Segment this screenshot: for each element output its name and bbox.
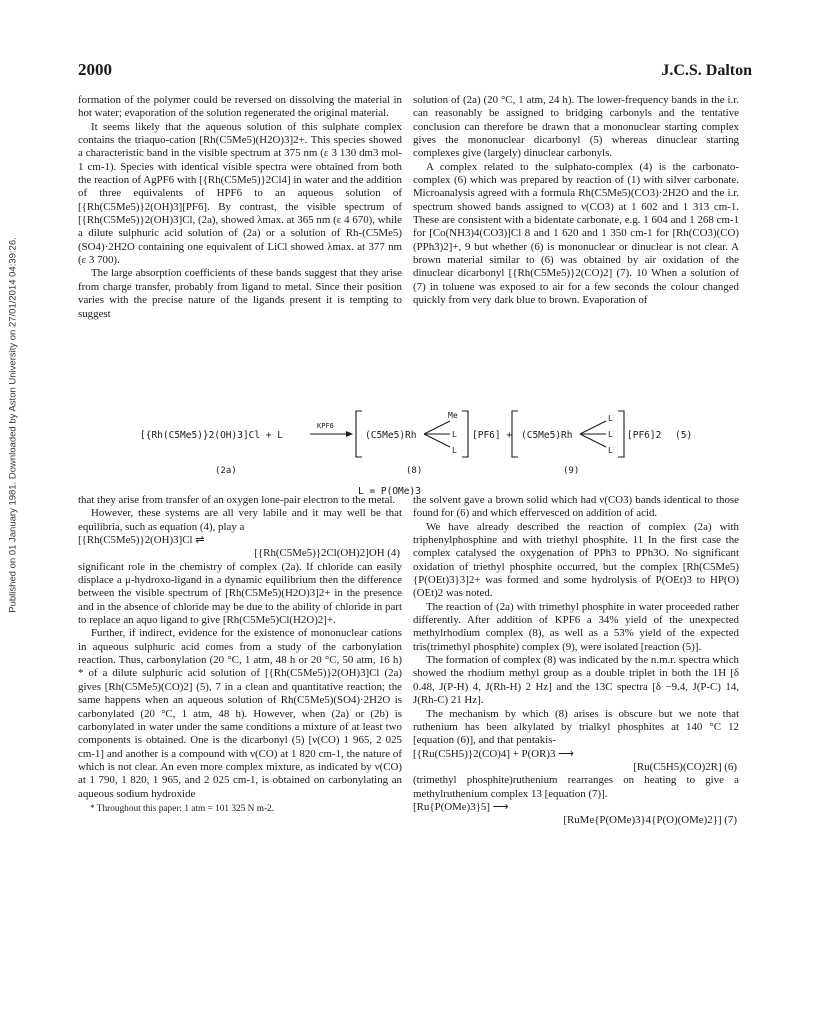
paragraph: The formation of complex (8) was indicated by the n.m.r. spectra which showed the rhodium methyl group as a double triplet in both the 1H [δ 0.48, J(P-H) 4, J(Rh-H) 2 Hz] and the 13C spectra [δ −9.4, J(P-C) 14, J(Rh-C) 21 Hz]. xyxy=(413,654,739,707)
product-9-anion: [PF6]2 xyxy=(627,430,662,441)
compound-label-9: (9) xyxy=(563,466,580,476)
bond-l xyxy=(424,434,450,447)
left-column-top xyxy=(78,94,402,321)
reaction-scheme xyxy=(140,393,700,495)
equation-number: (5) xyxy=(675,430,693,441)
paragraph: that they arise from transfer of an oxygen lone-pair electron to the metal. xyxy=(78,494,396,506)
equation-6-right: [Ru(C5H5)(CO)2R] (6) xyxy=(633,760,737,773)
bracket-right xyxy=(462,411,468,457)
right-column-top xyxy=(413,94,739,308)
bond-l xyxy=(580,421,606,434)
bond-l xyxy=(580,434,606,447)
compound-label-8: (8) xyxy=(406,466,423,476)
product-9-metal: (C5Me5)Rh xyxy=(521,430,573,441)
footnote: * Throughout this paper: 1 atm = 101 325 N m-2. xyxy=(90,803,275,814)
download-watermark: Published on 01 January 1981. Downloaded by Aston University on 27/01/2014 04:39:26. xyxy=(7,237,19,613)
bracket-right xyxy=(618,411,624,457)
ligand-l: L xyxy=(608,430,613,439)
paragraph: solution of (2a) (20 °C, 1 atm, 24 h). The lower-frequency bands in the i.r. can reasonably be assigned to bridging carbonyls and the tentative conclusion can therefore be drawn that a mononuclear starting complex gives the mononuclear dicarbonyl (5) whereas dinuclear starting complexes give (largely) dinuclear carbonyls. xyxy=(413,94,739,160)
ligand-methyl: Me xyxy=(448,411,458,420)
journal-title: J.C.S. Dalton xyxy=(661,62,752,79)
equation-7-left: [Ru{P(OMe)3}5] ⟶ xyxy=(413,800,509,813)
equation-4-left: [{Rh(C5Me5)}2(OH)3]Cl ⇌ xyxy=(78,534,205,547)
equation-7-right: [RuMe{P(OMe)3}4{P(O)(OMe)2}] (7) xyxy=(563,814,737,827)
bracket-left xyxy=(356,411,362,457)
equation-4-right: [{Rh(C5Me5)}2Cl(OH)2]OH (4) xyxy=(254,547,400,560)
equation-6-left: [{Ru(C5H5)}2(CO)4] + P(OR)3 ⟶ xyxy=(413,747,574,760)
ligand-l: L xyxy=(452,446,457,455)
paragraph: Further, if indirect, evidence for the existence of mononuclear cations in aqueous sulphuric acid comes from a study of the carbonylation reaction. Thus, carbonylation (20 °C, 1 atm, 48 h or 20 °C, 50 atm, 16 h) * of a dilute sulphuric acid solution of [{Rh(C5Me5)}2(OH)3]Cl (2a) gives [Rh(C5Me5)(CO)2] (5), 7 in a clean and quantitative reaction; the same happens when an aqueous solution of Rh(C5Me5)(SO4)·2H2O is carbonylated (20 °C, 1 atm, 48 h). However, when (2a) or (2b) is carbonylated in water under the same conditions a mixture of at least two components is obtained. One is the dicarbonyl (5) [ν(CO) 1 965, 2 025 cm-1] and another is a compound with ν(CO) at 1 820 cm-1, the nature of which is not clear. An even more complex mixture, as indicated by ν(CO) at 1 790, 1 820, 1 965, and 2 025 cm-1, is obtained on carbonylating an aqueous sodium hydroxide xyxy=(78,627,402,800)
paragraph: We have already described the reaction of complex (2a) with triphenylphosphine and with triethyl phosphite. 11 In the first case the complex catalysed the oxygenation of PPh3 to PPh3O. No significant oxidation of triethyl phosphite occurred, but the complex [Rh(C5Me5){P(OEt)3}3]2+ was formed and some hydrolysis of P(OEt)3 to HP(O)(OEt)2 was noted. xyxy=(413,520,739,600)
paragraph: A complex related to the sulphato-complex (4) is the carbonato-complex (6) which was prepared by reaction of (1) with silver carbonate. Microanalysis agreed with a formula Rh(C5Me5)(CO3)·2H2O and the i.r. spectrum showed bands assigned to ν(CO3) at 1 602 and 1 313 cm-1. These are consistent with a bidentate carbonate, e.g. 1 604 and 1 268 cm-1 for [Co(NH3)4(CO3)]Cl 8 and 1 620 and 1 350 cm-1 for [Rh(CO3)(CO)(PPh3)2]+, 9 but whether (6) is mononuclear or dinuclear is not clear. A brown material similar to (6) was obtained by air oxidation of the dinuclear dicarbonyl [{Rh(C5Me5)}2(CO)2] (7). 10 When a solution of (7) in toluene was exposed to air for a few seconds the colour changed quickly from very dark blue to brown. Evaporation of xyxy=(413,160,739,307)
paragraph: However, these systems are all very labile and it may well be that equilibria, such as equation (4), play a xyxy=(78,507,402,533)
paragraph: It seems likely that the aqueous solution of this sulphate complex contains the triaquo-cation [Rh(C5Me5)(H2O)3]2+. This species showed a characteristic band in the visible spectrum at 375 nm (ε 3 130 dm3 mol-1 cm-1). Species with identical visible spectra were obtained from both the reaction of AgPF6 with [{Rh(C5Me5)}2Cl4] in water and the addition of three equivalents of HPF6 to an aqueous solution of [{Rh(C5Me5)}2(OH)3][PF6]. By contrast, the visible spectrum of [{Rh(C5Me5)}2(OH)3]Cl, (2a), showed λmax. at 365 nm (ε 4 670), while a dilute sulphuric acid solution of (2a) or a solution of Rh-(C5Me5)(SO4)·2H2O containing one equivalent of LiCl showed λmax. at 377 nm (ε 3 700). xyxy=(78,120,402,267)
ligand-l: L xyxy=(608,414,613,423)
paragraph: formation of the polymer could be reversed on dissolving the material in hot water; evaporation of the solution regenerated the original material. xyxy=(78,94,402,120)
bracket-left xyxy=(512,411,518,457)
paragraph: The mechanism by which (8) arises is obscure but we note that ruthenium has been alkylated by trialkyl phosphites at 140 °C 12 [equation (6)], and that pentakis- xyxy=(413,707,739,747)
ligand-l: L xyxy=(608,446,613,455)
paragraph: the solvent gave a brown solid which had ν(CO3) bands identical to those found for (6) and which effervesced on addition of acid. xyxy=(413,494,739,520)
scheme-reagent: KPF6 xyxy=(317,422,334,430)
compound-label-2a: (2a) xyxy=(215,466,237,476)
paragraph: The reaction of (2a) with trimethyl phosphite in water proceeded rather differently. After addition of KPF6 a 34% yield of the unexpected methylrhodium complex (8), as well as a 53% yield of the expected tris(trimethyl phosphite) complex (9), were isolated [reaction (5)]. xyxy=(413,600,739,653)
scheme-reactant: [{Rh(C5Me5)}2(OH)3]Cl + L xyxy=(140,430,283,441)
right-column-bottom xyxy=(413,494,739,828)
product-8-metal: (C5Me5)Rh xyxy=(365,430,417,441)
bond-me xyxy=(424,421,450,434)
reaction-arrowhead xyxy=(346,431,353,437)
ligand-definition: L = P(OMe)3 xyxy=(358,486,421,495)
page-number: 2000 xyxy=(78,60,112,79)
left-column-bottom xyxy=(78,494,402,816)
paragraph: (trimethyl phosphite)ruthenium rearranges on heating to give a methylruthenium complex 13 [equation (7)]. xyxy=(413,774,739,800)
ligand-l: L xyxy=(452,430,457,439)
paragraph: The large absorption coefficients of these bands suggest that they arise from charge transfer, probably from ligand to metal. Since their position varies with the precise nature of the ligands present it is tempting to suggest xyxy=(78,267,402,320)
product-8-anion: [PF6] + xyxy=(472,430,513,441)
paragraph: significant role in the chemistry of complex (2a). If chloride can easily displace a μ-hydroxo-ligand in a dynamic equilibrium then the difference between the visible spectrum of [Rh(C5Me5)(H2O)3]2+ in the presence and in the absence of chloride may be due to the ability of chloride in part to replace an aquo ligand to give [Rh(C5Me5)Cl(H2O)2]+. xyxy=(78,560,402,627)
